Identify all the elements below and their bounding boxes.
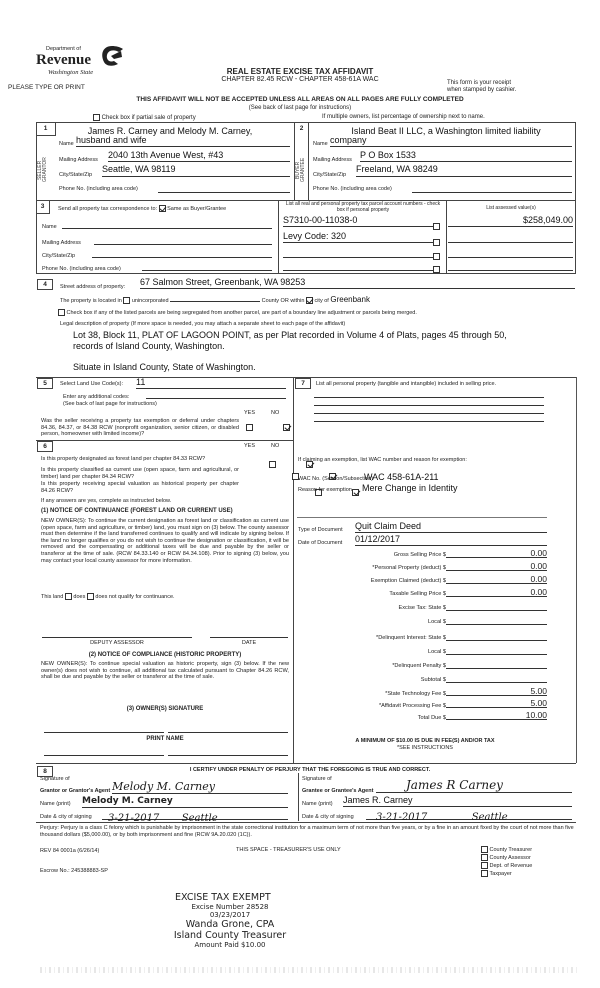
amount-field[interactable] (446, 674, 547, 683)
does-label: does (73, 593, 86, 600)
amount-label: Exemption Claimed (deduct) $ (370, 578, 446, 584)
wac-field[interactable]: WAC 458-61A-211 (364, 472, 439, 482)
grantee-date-city-label: Date & city of signing (302, 814, 354, 820)
personal-property-line[interactable] (314, 390, 544, 398)
treasurer-stamp (150, 892, 310, 949)
corr-mailing-label: Mailing Address (42, 240, 81, 246)
copy-taxpayer[interactable] (481, 870, 532, 878)
divider (297, 517, 547, 518)
grantee-date-city-field[interactable] (366, 807, 572, 823)
amount-field[interactable] (446, 646, 547, 655)
this-land-label: This land (41, 593, 64, 600)
stamp-excise-number: Excise Number 28528 (191, 903, 269, 911)
seller-city-label: City/State/Zip (59, 172, 93, 178)
seller-name-line1[interactable]: James R. Carney and Melody M. Carney, (87, 126, 253, 136)
amount-field[interactable]: 0.00 (446, 575, 547, 584)
grantee-city: Seattle (471, 812, 508, 823)
owner-signature-title: (3) OWNER(S) SIGNATURE (126, 706, 204, 712)
buyer-mailing-field[interactable]: P O Box 1533 (360, 150, 572, 162)
corr-mailing-field[interactable] (94, 236, 272, 245)
send-label: Send all property tax correspondence to: (58, 205, 158, 212)
amount-label: Local $ (427, 649, 446, 655)
divider (298, 773, 299, 821)
same-as-buyer-checkbox[interactable] (159, 205, 166, 212)
buyer-name-line2[interactable]: company (330, 135, 572, 147)
amount-label: Excise Tax: State $ (398, 605, 446, 611)
divider (278, 200, 279, 274)
wac-label: WAC No. (Section/Subsection) (298, 476, 373, 482)
buyer-mailing-label: Mailing Address (313, 157, 352, 163)
amount-field[interactable]: 5.00 (446, 699, 547, 708)
copy-distribution (481, 846, 532, 878)
partial-sale-checkbox[interactable] (93, 114, 100, 121)
copy-dept-revenue[interactable] (481, 862, 532, 870)
grantor-date-city-label: Date & city of signing (40, 814, 92, 820)
does-not-qualify-checkbox[interactable] (87, 593, 94, 600)
segregated-row (58, 309, 417, 316)
does-qualify-checkbox[interactable] (65, 593, 72, 600)
doc-type-label: Type of Document (298, 527, 343, 533)
grantor-city: Seattle (181, 813, 218, 824)
grantor-name-field[interactable]: Melody M. Carney (82, 796, 288, 808)
grantee-agent-label: Grantee or Grantee's Agent (302, 788, 374, 794)
assessed-value[interactable] (448, 231, 573, 243)
section-4-number: 4 (37, 279, 53, 290)
section-6-number: 6 (37, 441, 53, 452)
divider (576, 377, 577, 763)
buyer-city-field[interactable]: Freeland, WA 98249 (356, 164, 572, 177)
copy-county-assessor[interactable] (481, 854, 532, 862)
amount-field[interactable]: 0.00 (446, 562, 547, 571)
deputy-assessor-signature[interactable] (42, 632, 192, 638)
no-header: NO (271, 410, 280, 416)
located-in-label: The property is located in (60, 298, 122, 304)
assessed-value[interactable] (448, 246, 573, 258)
amount-label: *Delinquent Penalty $ (392, 663, 446, 669)
parcel-account[interactable]: S7310-00-11038-0 (283, 215, 433, 227)
section-2-number: 2 (299, 125, 304, 132)
personal-property-line[interactable] (314, 406, 544, 414)
buyer-name-label: Name (313, 141, 328, 147)
personal-property-line[interactable] (314, 414, 544, 422)
personal-property-label: List all personal property (tangible and intangible) included in selling price. (316, 381, 497, 387)
minimum-due-note: A MINIMUM OF $10.00 IS DUE IN FEE(S) AND/OR TAX (355, 738, 495, 744)
continuance-row (41, 593, 175, 600)
receipt-line2: when stamped by cashier. (447, 87, 517, 93)
amount-label: *State Technology Fee $ (385, 691, 446, 697)
grantor-name-label: Name (print) (40, 801, 71, 807)
exemption-no-checkbox[interactable] (283, 424, 290, 431)
logo-main: Revenue (36, 52, 91, 68)
divider (36, 822, 576, 823)
forest-yes-checkbox[interactable] (269, 461, 276, 468)
additional-codes-field[interactable] (146, 391, 286, 399)
assessor-date-field[interactable] (210, 632, 288, 638)
buyer-name-line1[interactable]: Island Beat II LLC, a Washington limited liability (351, 126, 541, 136)
amount-label: *Personal Property (deduct) $ (372, 565, 446, 571)
additional-codes-label: Enter any additional codes: (63, 394, 130, 400)
seller-phone-field[interactable] (158, 181, 290, 193)
form-chapter: CHAPTER 82.45 RCW - CHAPTER 458-61A WAC (221, 76, 379, 83)
send-correspondence-label (58, 205, 226, 212)
amount-label: *Affidavit Processing Fee $ (378, 703, 446, 709)
grantor-signature[interactable]: Melody M. Carney (112, 780, 288, 794)
owner-signature-field-1[interactable] (44, 727, 164, 733)
parcel-account[interactable] (283, 259, 433, 271)
unincorporated-label: unincorporated (131, 298, 169, 304)
scan-noise (40, 967, 580, 973)
reason-field[interactable]: Mere Change in Identity (362, 483, 458, 493)
divider (293, 377, 294, 763)
grantee-date: 3-21-2017 (376, 812, 428, 823)
amount-field[interactable]: 5.00 (446, 687, 547, 696)
dor-logo (36, 44, 126, 84)
copy-checkbox[interactable] (481, 854, 488, 861)
seller-grantor-label: SELLER GRANTOR (37, 157, 48, 183)
multiple-owners-note: If multiple owners, list percentage of ownership next to name. (322, 114, 485, 120)
no-header-6: NO (271, 443, 280, 449)
owner-signature-field-2[interactable] (168, 727, 288, 733)
stamp-treasurer-title: Island County Treasurer (173, 930, 287, 941)
yes-header-6: YES (244, 443, 256, 449)
county-field[interactable] (170, 295, 260, 302)
parcel-account[interactable] (283, 246, 433, 258)
corr-phone-label: Phone No. (including area code) (42, 266, 121, 272)
section-7-number: 7 (295, 378, 311, 389)
assessed-value[interactable] (448, 259, 573, 271)
personal-property-line[interactable] (314, 398, 544, 406)
seller-mailing-label: Mailing Address (59, 157, 98, 163)
amount-label: Gross Selling Price $ (393, 552, 446, 558)
date-label: DATE (241, 640, 257, 646)
seller-name-label: Name (59, 141, 74, 147)
grantee-name-field[interactable]: James R. Carney (343, 795, 572, 807)
logo-top: Department of (46, 46, 81, 52)
print-name-field-2[interactable] (168, 750, 288, 756)
divider (36, 763, 576, 764)
legal-line1[interactable]: Lot 38, Block 11, PLAT OF LAGOON POINT, as per Plat recorded in Volume 4 of Plats, pages 45 through 50, (73, 330, 507, 340)
rev-number: REV 84 0001a (6/26/14) (40, 848, 100, 854)
copy-label: Taxpayer (489, 871, 512, 877)
exemption-question: Was the seller receiving a property tax exemption or deferral under chapters 84.36, 84.37, or 84.38 RCW (nonprofit organization, senior citizen, or disabled person, homeowner with limited income)? (41, 418, 239, 438)
receipt-line1: This form is your receipt (447, 80, 512, 86)
personal-property-checkbox[interactable] (433, 266, 440, 273)
buyer-city-label: City/State/Zip (313, 172, 347, 178)
see-back-5: (See back of last page for instructions) (63, 401, 157, 407)
please-type: PLEASE TYPE OR PRINT (8, 84, 85, 91)
stamp-exempt: EXCISE TAX EXEMPT (175, 892, 271, 903)
copy-county-treasurer[interactable] (481, 846, 532, 854)
logo-sub: Washington State (48, 69, 94, 76)
city-checkbox[interactable] (306, 297, 313, 304)
grantor-date: 3-21-2017 (108, 813, 160, 824)
land-use-label: Select Land Use Code(s): (60, 381, 123, 387)
buyer-phone-field[interactable] (412, 181, 572, 193)
parcel-row (283, 231, 573, 243)
copy-checkbox[interactable] (481, 870, 488, 877)
corr-name-field[interactable] (62, 220, 272, 229)
seller-name-line2[interactable]: husband and wife (76, 135, 290, 147)
dor-swirl-icon (98, 44, 126, 68)
copy-checkbox[interactable] (481, 846, 488, 853)
amount-label: Local $ (427, 619, 446, 625)
partial-sale-label: Check box if partial sale of property (101, 115, 196, 122)
corr-city-label: City/State/Zip (42, 253, 76, 259)
exemption-claim-label: If claiming an exemption, list WAC number and reason for exemption: (298, 457, 467, 463)
personal-property-checkbox[interactable] (433, 223, 440, 230)
legal-description-label: Legal description of property (If more space is needed, you may attach a separate sheet to each page of the affidavit) (60, 321, 346, 327)
historic-question: Is this property receiving special valuation as historical property per chapter 84.26 RCW? (41, 481, 239, 494)
if-yes-note: If any answers are yes, complete as instructed below. (41, 498, 172, 504)
amount-field[interactable] (446, 632, 547, 641)
parcel-row (283, 215, 573, 227)
copy-checkbox[interactable] (481, 862, 488, 869)
grantor-date-city-field[interactable] (102, 808, 288, 824)
doc-date-field[interactable]: 01/12/2017 (355, 534, 547, 546)
section-3-number: 3 (36, 200, 50, 214)
notice2-title: (2) NOTICE OF COMPLIANCE (HISTORIC PROPERTY) (88, 652, 242, 658)
grantor-sig-of-label: Signature of (40, 776, 70, 782)
property-location (60, 295, 370, 304)
divider (36, 440, 293, 441)
copy-label: County Assessor (489, 855, 531, 861)
corr-city-field[interactable] (92, 249, 272, 258)
corr-name-label: Name (42, 224, 57, 230)
see-back: (See back of last page for instructions) (248, 105, 352, 111)
segregated-checkbox[interactable] (58, 309, 65, 316)
buyer-grantee-label: BUYER GRANTEE (295, 157, 306, 183)
buyer-phone-label: Phone No. (including area code) (313, 186, 392, 192)
city-field[interactable]: Greenbank (330, 295, 370, 304)
form-title: REAL ESTATE EXCISE TAX AFFIDAVIT (226, 67, 374, 76)
deputy-assessor-label: DEPUTY ASSESSOR (90, 640, 144, 646)
doc-date-label: Date of Document (298, 540, 343, 546)
county-or-label: County OR within (261, 298, 305, 304)
parcel-account[interactable]: Levy Code: 320 (283, 231, 433, 243)
amount-label: Taxable Selling Price $ (389, 591, 446, 597)
historic-no-checkbox[interactable] (352, 489, 359, 496)
city-of-label: city of (314, 298, 329, 304)
copy-label: County Treasurer (489, 847, 533, 853)
grantee-signature[interactable]: James R Carney (376, 778, 572, 793)
amount-label: Total Due $ (417, 715, 446, 721)
street-field[interactable]: 67 Salmon Street, Greenbank, WA 98253 (140, 277, 575, 289)
stamp-treasurer-name: Wanda Grone, CPA (185, 919, 275, 930)
amount-field[interactable]: 10.00 (446, 711, 547, 720)
perjury-note: Perjury: Perjury is a class C felony which is punishable by imprisonment in the state correctional institution for a maximum term of not more than five years, or by a fine in an amount fixed by the court of not more than five thousand dollars ($5,000.00), or by both imprisonment and fine (RCW 9A.20.020 (1C)). (40, 825, 574, 838)
parcel-header: List all real and personal property tax parcel account numbers - check box if personal property (285, 201, 441, 213)
partial-sale[interactable] (93, 114, 196, 121)
assessed-value[interactable]: $258,049.00 (448, 215, 573, 227)
certify-statement: I CERTIFY UNDER PENALTY OF PERJURY THAT THE FOREGOING IS TRUE AND CORRECT. (189, 767, 431, 773)
section-5-number: 5 (37, 378, 53, 389)
doc-type-field[interactable]: Quit Claim Deed (355, 521, 547, 533)
parcel-row (283, 259, 573, 271)
does-not-label: does not qualify for continuance. (95, 593, 175, 600)
legal-line2[interactable]: records of Island County, Washington. (73, 341, 225, 351)
corr-phone-field[interactable] (142, 262, 272, 271)
amount-field[interactable] (446, 616, 547, 625)
assessed-header: List assessed value(s) (486, 205, 536, 211)
segregated-label: Check box if any of the listed parcels are being segregated from another parcel, are part of a boundary line adjustment or parcels being merged. (66, 309, 417, 316)
land-use-field[interactable]: 11 (136, 377, 286, 389)
section-8-number: 8 (37, 766, 53, 777)
same-as-label: Same as Buyer/Grantee (167, 205, 227, 212)
section-1-number: 1 (36, 122, 56, 136)
see-instructions: *SEE INSTRUCTIONS (397, 745, 453, 751)
seller-mailing-field[interactable]: 2040 13th Avenue West, #43 (108, 150, 290, 162)
treasurer-space-label: THIS SPACE - TREASURER'S USE ONLY (236, 847, 341, 853)
notice1-title: (1) NOTICE OF CONTINUANCE (FOREST LAND OR CURRENT USE) (41, 508, 233, 514)
amount-field[interactable]: 0.00 (446, 588, 547, 597)
notice1-text: NEW OWNER(S): To continue the current designation as forest land or classification as current use (open space, farm and agriculture, or timber) land, you must sign on (3) below. The county assessor must then determine if the land transferred continues to qualify and will indicate by signing below. If the land no longer qualifies or you do not wish to continue the designation or classification, it will be removed and the compensating or additional taxes will be due and payable by the seller or transferor at the time of sale. (RCW 84.33.140 or RCW 84.34.108). Prior to signing (3) below, you may contact your local county assessor for more information. (41, 518, 289, 564)
amount-label: *Delinquent Interest: State $ (376, 635, 446, 641)
escrow-number: Escrow No.: 245388883-SP (40, 868, 108, 874)
grantee-sig-of-label: Signature of (302, 776, 332, 782)
unincorporated-checkbox[interactable] (123, 297, 130, 304)
amount-field[interactable] (446, 602, 547, 611)
legal-line3[interactable]: Situate in Island County, State of Washington. (73, 362, 256, 372)
amount-field[interactable] (446, 660, 547, 669)
forest-land-question: Is this property designated as forest land per chapter 84.33 RCW? (41, 456, 206, 462)
current-use-question: Is this property classified as current use (open space, farm and agricultural, or timber) land per chapter 84.34 RCW? (41, 467, 239, 480)
grantee-name-label: Name (print) (302, 801, 333, 807)
notice2-text: NEW OWNER(S): To continue special valuation as historic property, sign (3) below. If the new owner(s) does not wish to continue, all additional tax calculated pursuant to Chapter 84.26 RCW, shall be due and payable by the seller or transferor at the time of sale. (41, 661, 289, 681)
seller-phone-label: Phone No. (including area code) (59, 186, 138, 192)
copy-label: Dept. of Revenue (489, 863, 533, 869)
print-name-label: PRINT NAME (146, 736, 184, 742)
grantor-agent-label: Grantor or Grantor's Agent (40, 788, 111, 794)
exemption-yes-checkbox[interactable] (246, 424, 253, 431)
stamp-date: 03/23/2017 (209, 911, 251, 919)
parcel-row (283, 246, 573, 258)
warning-banner: THIS AFFIDAVIT WILL NOT BE ACCEPTED UNLESS ALL AREAS ON ALL PAGES ARE FULLY COMPLETED (136, 96, 464, 103)
reason-label: Reason for exemption (298, 487, 352, 493)
seller-city-field[interactable]: Seattle, WA 98119 (102, 164, 290, 177)
amount-field[interactable]: 0.00 (446, 549, 547, 558)
stamp-amount-paid: Amount Paid $10.00 (194, 941, 266, 949)
yes-header: YES (244, 410, 256, 416)
amount-label: Subtotal $ (420, 677, 446, 683)
street-label: Street address of property: (60, 284, 126, 290)
print-name-field-1[interactable] (44, 750, 164, 756)
